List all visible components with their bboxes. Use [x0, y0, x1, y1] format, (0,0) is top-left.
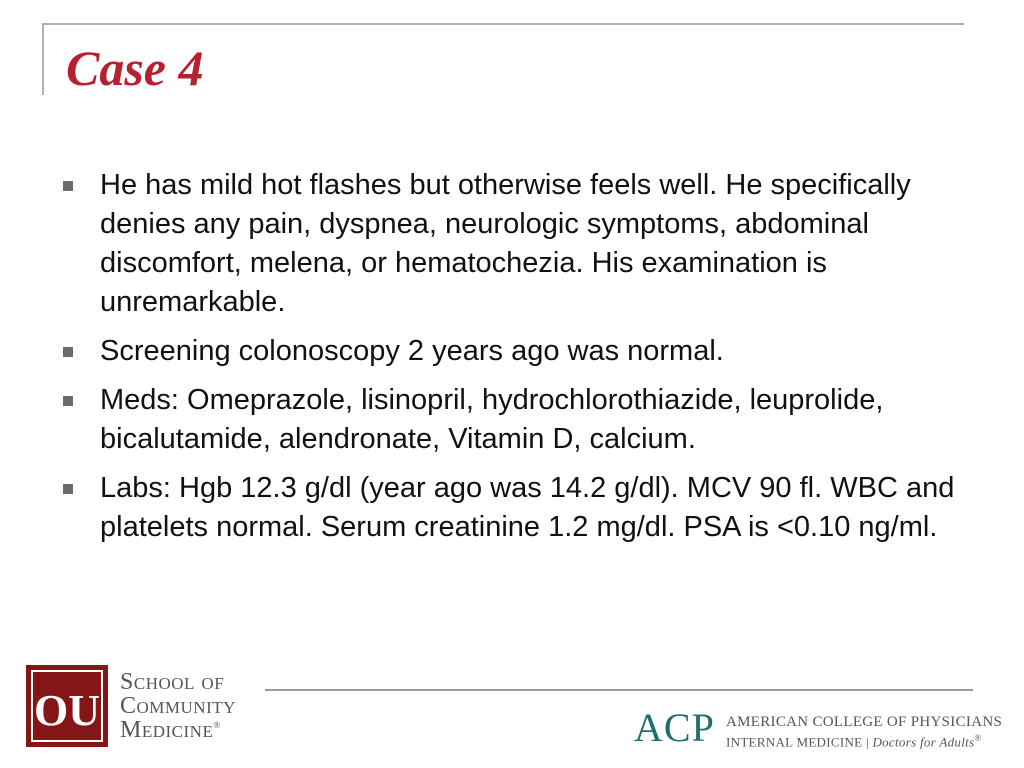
slide-frame-left-rule: [42, 23, 44, 95]
slide-frame-top-rule: [42, 23, 964, 25]
school-name-line-2: COMMUNITY: [120, 693, 236, 719]
square-bullet-icon: [63, 396, 73, 406]
bullet-text: He has mild hot flashes but otherwise feels well. He specifically denies any pain, dyspnea, neurologic symptoms, abdominal discomfort, melena, or hematochezia. His examination is unremarkable.: [100, 169, 911, 318]
bullet-text: Screening colonoscopy 2 years ago was normal.: [100, 335, 724, 367]
bullet-item-labs: [60, 469, 975, 547]
bullet-text: Labs: Hgb 12.3 g/dl (year ago was 14.2 g/dl). MCV 90 fl. WBC and platelets normal. Serum creatinine 1.2 mg/dl. PSA is <0.10 ng/ml.: [100, 472, 955, 543]
bullet-item-symptoms: [60, 166, 975, 322]
square-bullet-icon: [63, 484, 73, 494]
bullet-list: [60, 166, 975, 557]
footer-rule: [265, 689, 973, 691]
acp-tagline: INTERNAL MEDICINE | Doctors for Adults®: [726, 733, 982, 750]
square-bullet-icon: [63, 181, 73, 191]
slide-title: Case 4: [66, 40, 204, 96]
square-bullet-icon: [63, 347, 73, 357]
bullet-text: Meds: Omeprazole, lisinopril, hydrochlorothiazide, leuprolide, bicalutamide, alendronate, Vitamin D, calcium.: [100, 384, 884, 455]
bullet-item-meds: [60, 381, 975, 459]
acp-name: AMERICAN COLLEGE OF PHYSICIANS: [726, 714, 1003, 730]
acp-mark: ACP: [634, 705, 715, 750]
ou-logo-text: OU: [34, 686, 100, 735]
ou-logo-icon: [26, 665, 108, 747]
school-name-line-3: MEDICINE®: [120, 717, 221, 743]
school-name: [120, 670, 236, 742]
school-name-line-1: SCHOOL OF: [120, 669, 225, 695]
bullet-item-colonoscopy: [60, 332, 975, 371]
